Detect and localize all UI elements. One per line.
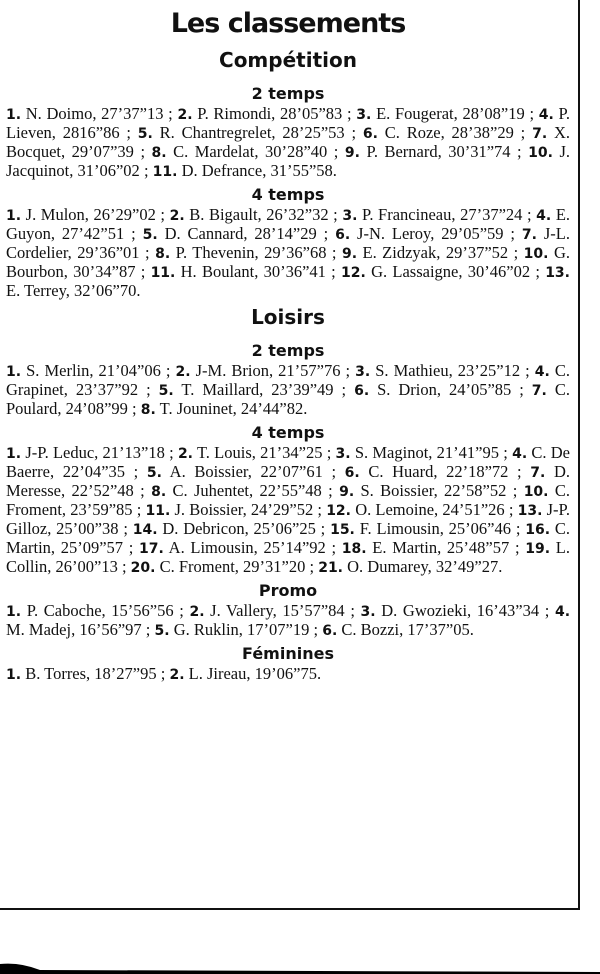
rank-number: 10. [528,145,553,161]
rank-number: 20. [130,560,156,576]
rank-number: 5. [137,126,153,142]
separator: ; [504,500,518,519]
result-entry [339,481,506,500]
article-title: Les classements [170,8,406,39]
rank-number: 19. [525,541,551,557]
result-entry [342,538,509,557]
result-text: P. Rimondi, 28’05”83 [197,104,343,123]
result-text: P. Bernard, 30’31”74 [366,142,511,161]
result-entry [336,443,499,462]
result-entry [6,361,161,380]
result-text: E. Zidzyak, 29’37”52 [362,243,509,262]
result-text: J-P. Gilloz, 25’00”38 [6,500,570,538]
rank-number: 2. [189,604,205,620]
rank-number: 7. [530,465,546,481]
separator: ; [139,161,153,180]
result-text: C. Froment, 29’31”20 [159,557,306,576]
result-text: S. Mathieu, 23’25”12 [375,361,521,380]
result-entry [342,243,508,262]
result-entry [6,205,156,224]
rank-number: 9. [341,246,358,262]
result-text: P. Lieven, 2816”86 [6,104,570,142]
result-text: B. Bigault, 26’32”32 [189,205,329,224]
result-text: L. Collin, 26’00”13 [6,538,570,576]
rank-number: 2. [175,364,191,380]
separator: ; [340,361,356,380]
separator: ; [509,538,526,557]
result-text: J. Boissier, 24’29”52 [174,500,314,519]
separator: ; [333,380,355,399]
rank-number: 15. [330,522,355,538]
rank-number: 11. [152,164,178,180]
rank-number: 9. [339,484,355,500]
result-text: X. Bocquet, 29’07”39 [6,123,571,161]
result-entry [153,161,337,180]
result-entry [345,142,511,161]
separator: ; [499,443,513,462]
separator: ; [155,205,170,224]
separator: ; [322,443,336,462]
separator: ; [160,361,176,380]
result-text: D. Gwozieki, 16’43”34 [381,601,540,620]
rank-number: 8. [155,246,171,262]
separator: ; [173,601,190,620]
separator: ; [138,380,159,399]
rank-number: 2. [177,107,193,123]
result-text: J. Jacquinot, 31’06”02 [6,142,571,180]
bottom-rule [0,950,600,974]
result-text: T. Jouninet, 24’44”82. [159,399,308,418]
result-entry [361,601,540,620]
result-entry [176,361,341,380]
result-entry [133,519,316,538]
separator: ; [125,462,147,481]
separator: ; [321,481,340,500]
group-heading: 2 temps [251,84,325,103]
result-text: J. Vallery, 15’57”84 [210,601,345,620]
rank-number: 5. [154,623,170,639]
rank-number: 1. [6,107,22,123]
separator: ; [511,519,526,538]
group-heading: Promo [258,581,318,600]
result-entry [322,620,474,639]
rank-number: 4. [538,107,554,123]
separator: ; [309,620,323,639]
separator: ; [124,224,143,243]
rank-number: 1. [6,208,22,224]
rank-number: 6. [335,227,351,243]
rank-number: 8. [151,145,167,161]
group-heading: Féminines [242,644,334,663]
separator: ; [127,399,141,418]
result-text: C. De Baerre, 22’04”35 [6,443,571,481]
separator: ; [132,500,146,519]
result-text: B. Torres, 18’27”95 [25,664,157,683]
rank-number: 4. [536,208,552,224]
separator: ; [156,664,170,683]
result-entry [169,664,321,683]
rank-number: 4. [534,364,550,380]
result-text: A. Limousin, 25’14”92 [168,538,326,557]
result-text: C. Poulard, 24’08”99 [6,380,570,418]
rank-number: 1. [6,667,22,683]
result-entry [318,557,502,576]
separator: ; [326,243,342,262]
result-text: C. Grapinet, 23’37”92 [6,361,570,399]
result-text: C. Froment, 23’59”85 [6,481,570,519]
separator: ; [327,142,345,161]
result-entry [6,664,157,683]
result-text: H. Boulant, 30’36”41 [180,262,326,281]
separator: ; [133,142,152,161]
rank-number: 16. [525,522,551,538]
result-entry [138,123,345,142]
rank-number: 6. [362,126,378,142]
separator: ; [163,104,178,123]
rank-number: 18. [341,541,367,557]
result-entry [178,443,323,462]
result-entry [6,443,165,462]
result-entry [355,361,520,380]
separator: ; [135,262,151,281]
results-paragraph [6,602,570,640]
result-entry [141,399,308,418]
rank-number: 3. [342,208,358,224]
rank-number: 10. [523,484,549,500]
result-text: D. Cannard, 28’14”29 [164,224,317,243]
result-text: S. Maginot, 21’41”95 [354,443,499,462]
result-text: C. Huard, 22’18”72 [368,462,509,481]
rank-number: 7. [531,383,547,399]
result-text: N. Doimo, 27’37”13 [25,104,164,123]
separator: ; [117,557,131,576]
section-heading: Loisirs [251,305,325,329]
separator: ; [503,224,522,243]
rank-number: 1. [6,604,22,620]
section-heading: Compétition [219,48,357,72]
result-text: D. Meresse, 22’52”48 [6,462,570,500]
separator: ; [322,462,345,481]
separator: ; [522,205,537,224]
separator: ; [539,601,555,620]
result-text: O. Lemoine, 24’51”26 [355,500,505,519]
separator: ; [119,123,138,142]
separator: ; [508,462,531,481]
result-text: P. Francineau, 27’37”24 [362,205,523,224]
separator: ; [344,123,363,142]
group-heading: 4 temps [251,423,325,442]
separator: ; [510,142,529,161]
result-text: L. Jireau, 19’06”75. [188,664,322,683]
rank-number: 8. [151,484,167,500]
result-text: S. Drion, 24’05”85 [377,380,512,399]
rank-number: 21. [318,560,344,576]
separator: ; [325,538,342,557]
result-text: O. Dumarey, 32’49”27. [347,557,503,576]
separator: ; [305,557,319,576]
result-text: T. Maillard, 23’39”49 [181,380,334,399]
separator: ; [313,500,327,519]
rank-number: 2. [177,446,193,462]
result-text: J-M. Brion, 21’57”76 [195,361,341,380]
result-text: C. Mardelat, 30’28”40 [173,142,328,161]
result-entry [342,205,522,224]
separator: ; [123,538,140,557]
rank-number: 1. [6,364,22,380]
separator: ; [508,243,524,262]
result-text: J-P. Leduc, 21’13”18 [25,443,165,462]
result-text: C. Roze, 28’38”29 [384,123,514,142]
results-paragraph [6,665,570,684]
rank-number: 6. [322,623,338,639]
rank-number: 5. [146,465,162,481]
result-text: P. Thevenin, 29’36”68 [175,243,327,262]
result-text: P. Caboche, 15’56”56 [26,601,174,620]
rank-number: 11. [145,503,171,519]
results-paragraph [6,362,570,419]
result-entry [354,380,511,399]
result-text: C. Juhentet, 22’55”48 [172,481,322,500]
result-text: A. Boissier, 22’07”61 [169,462,323,481]
rank-number: 2. [169,667,185,683]
result-entry [326,500,504,519]
result-text: S. Merlin, 21’04”06 [26,361,161,380]
result-entry [177,104,342,123]
rank-number: 4. [512,446,528,462]
rank-number: 12. [326,503,351,519]
result-text: C. Bozzi, 17’37”05. [341,620,474,639]
result-entry [170,205,329,224]
separator: ; [520,361,535,380]
result-text: E. Guyon, 27’42”51 [6,205,571,243]
result-entry [155,620,310,639]
rank-number: 13. [517,503,543,519]
separator: ; [328,205,343,224]
result-text: J. Mulon, 26’29”02 [25,205,156,224]
rank-number: 1. [6,446,22,462]
result-entry [159,380,334,399]
result-entry [139,538,326,557]
rank-number: 5. [158,383,174,399]
rankings-article [6,8,570,686]
result-entry [143,224,317,243]
separator: ; [530,262,546,281]
result-entry [341,262,530,281]
result-text: G. Ruklin, 17’07”19 [173,620,310,639]
sections-container [6,48,570,684]
separator: ; [344,601,361,620]
rank-number: 14. [132,522,158,538]
rank-number: 9. [344,145,360,161]
separator: ; [141,620,155,639]
result-entry [151,262,326,281]
result-text: E. Martin, 25’48”57 [372,538,510,557]
result-text: M. Madej, 16’56”97 [6,620,142,639]
results-paragraph [6,105,570,181]
separator: ; [315,519,331,538]
rank-number: 6. [354,383,370,399]
result-entry [6,601,174,620]
result-entry [363,123,514,142]
result-entry [152,142,328,161]
rank-number: 2. [169,208,185,224]
separator: ; [506,481,524,500]
rank-number: 3. [335,446,351,462]
separator: ; [524,104,539,123]
rank-number: 3. [355,364,371,380]
rank-number: 17. [139,541,164,557]
rank-number: 3. [356,107,372,123]
result-text: E. Fougerat, 28’08”19 [376,104,525,123]
result-text: S. Boissier, 22’58”52 [360,481,507,500]
result-entry [189,601,344,620]
separator: ; [118,519,133,538]
results-paragraph [6,206,570,299]
rank-number: 5. [142,227,158,243]
result-text: J-N. Leroy, 29’05”59 [357,224,504,243]
result-text: D. Debricon, 25’06”25 [162,519,316,538]
separator: ; [133,481,152,500]
result-entry [147,462,323,481]
result-text: R. Chantregrelet, 28’25”53 [159,123,345,142]
separator: ; [325,262,342,281]
separator: ; [342,104,357,123]
result-text: G. Bourbon, 30’34”87 [6,243,570,281]
rank-number: 8. [140,402,156,418]
results-paragraph [6,444,570,577]
result-text: T. Louis, 21’34”25 [196,443,323,462]
result-entry [131,557,306,576]
result-entry [335,224,503,243]
group-heading: 2 temps [251,341,325,360]
result-entry [6,104,163,123]
rank-number: 4. [554,604,571,620]
result-entry [345,462,509,481]
rank-number: 7. [532,126,548,142]
rank-number: 6. [344,465,360,481]
rank-number: 12. [341,265,366,281]
rank-number: 13. [545,265,570,281]
group-heading: 4 temps [251,185,325,204]
result-entry [155,243,326,262]
separator: ; [511,380,532,399]
result-text: C. Martin, 25’09”57 [6,519,570,557]
separator: ; [164,443,178,462]
rank-number: 3. [360,604,376,620]
result-text: E. Terrey, 32’06”70. [6,281,141,300]
result-text: D. Defrance, 31’55”58. [181,161,337,180]
result-text: G. Lassaigne, 30’46”02 [371,262,531,281]
result-entry [145,500,313,519]
separator: ; [513,123,533,142]
result-entry [330,519,511,538]
separator: ; [139,243,156,262]
rank-number: 10. [523,246,549,262]
separator: ; [316,224,336,243]
result-text: F. Limousin, 25’06”46 [359,519,512,538]
result-entry [356,104,524,123]
result-text: J-L. Cordelier, 29’36”01 [6,224,570,262]
rank-number: 7. [521,227,537,243]
rank-number: 11. [150,265,176,281]
result-entry [151,481,322,500]
